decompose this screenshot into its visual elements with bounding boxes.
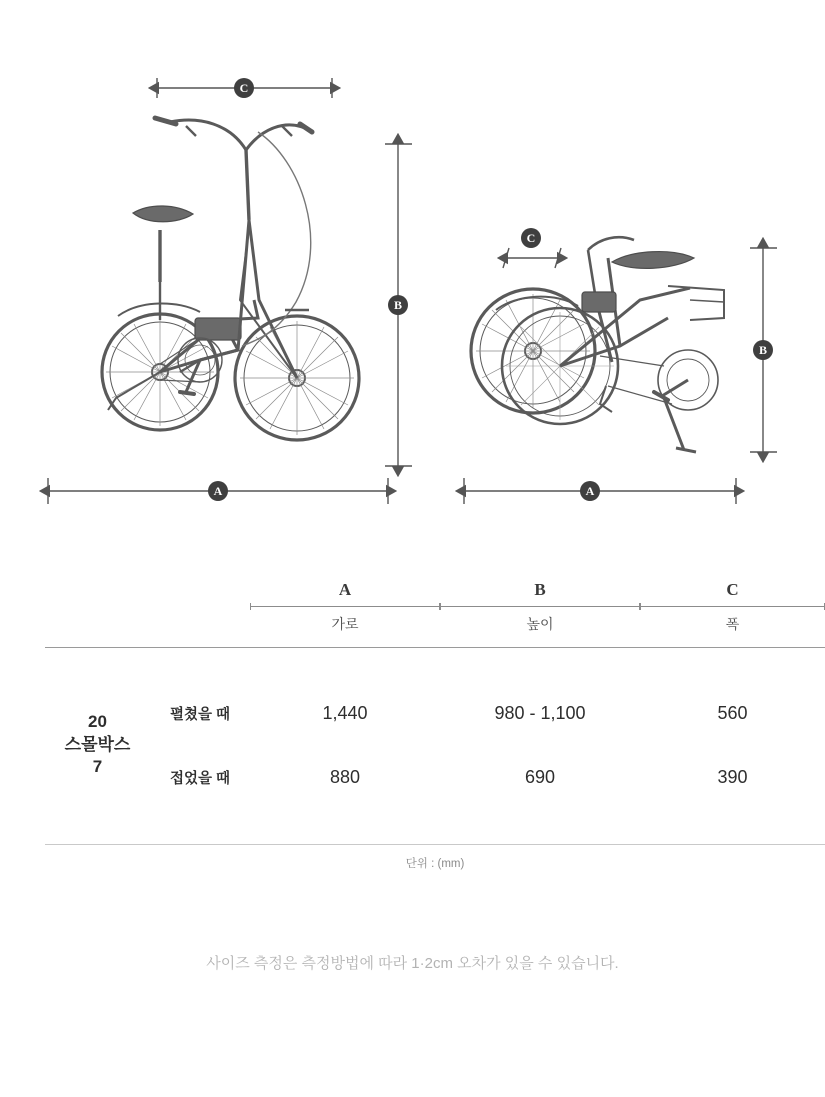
value-folded-b: 690 [524, 766, 556, 787]
right-width-dimension [503, 248, 561, 268]
marker-b-right-view: B [753, 340, 773, 360]
header-letter-a: A [338, 580, 352, 599]
right-length-dimension [464, 478, 736, 504]
marker-b-left-view: B [388, 295, 408, 315]
rule-a [250, 606, 440, 607]
header-korean-c: 폭 [725, 616, 740, 632]
specification-table-wrap [0, 580, 825, 871]
marker-c-right-view: C [521, 228, 541, 248]
specification-table [45, 580, 825, 871]
header-korean-b: 높이 [526, 616, 554, 632]
marker-a-right-view: A [580, 481, 600, 501]
model-name: 20 스몰박스 7 [64, 711, 131, 777]
row-state-folded: 접었을 때 [169, 770, 231, 787]
unit-label: 단위 : (mm) [405, 857, 465, 870]
table-spacer-bottom [45, 809, 825, 843]
rule-c [640, 606, 825, 607]
table-row [45, 745, 825, 809]
rule-b [440, 606, 640, 607]
table-spacer [45, 647, 825, 681]
value-unfolded-c: 560 [717, 702, 748, 723]
marker-a-left-view: A [208, 481, 228, 501]
value-unfolded-a: 1,440 [322, 702, 368, 723]
value-folded-c: 390 [717, 766, 748, 787]
measurement-note: 사이즈 측정은 측정방법에 따라 1·2cm 오차가 있을 수 있습니다. [206, 955, 619, 972]
table-header-letters [45, 580, 825, 606]
marker-c-left-view: C [234, 78, 254, 98]
header-letter-c: C [726, 580, 739, 599]
value-unfolded-b: 980 - 1,100 [494, 702, 586, 723]
table-header-korean [45, 607, 825, 646]
header-korean-a: 가로 [331, 616, 359, 632]
table-unit-row [45, 844, 825, 871]
folded-bike-drawing [471, 237, 724, 452]
unfolded-bike-drawing [102, 118, 359, 440]
header-letter-b: B [534, 580, 546, 599]
value-folded-a: 880 [329, 766, 361, 787]
table-row [45, 681, 825, 745]
row-state-unfolded: 펼쳤을 때 [169, 706, 231, 723]
